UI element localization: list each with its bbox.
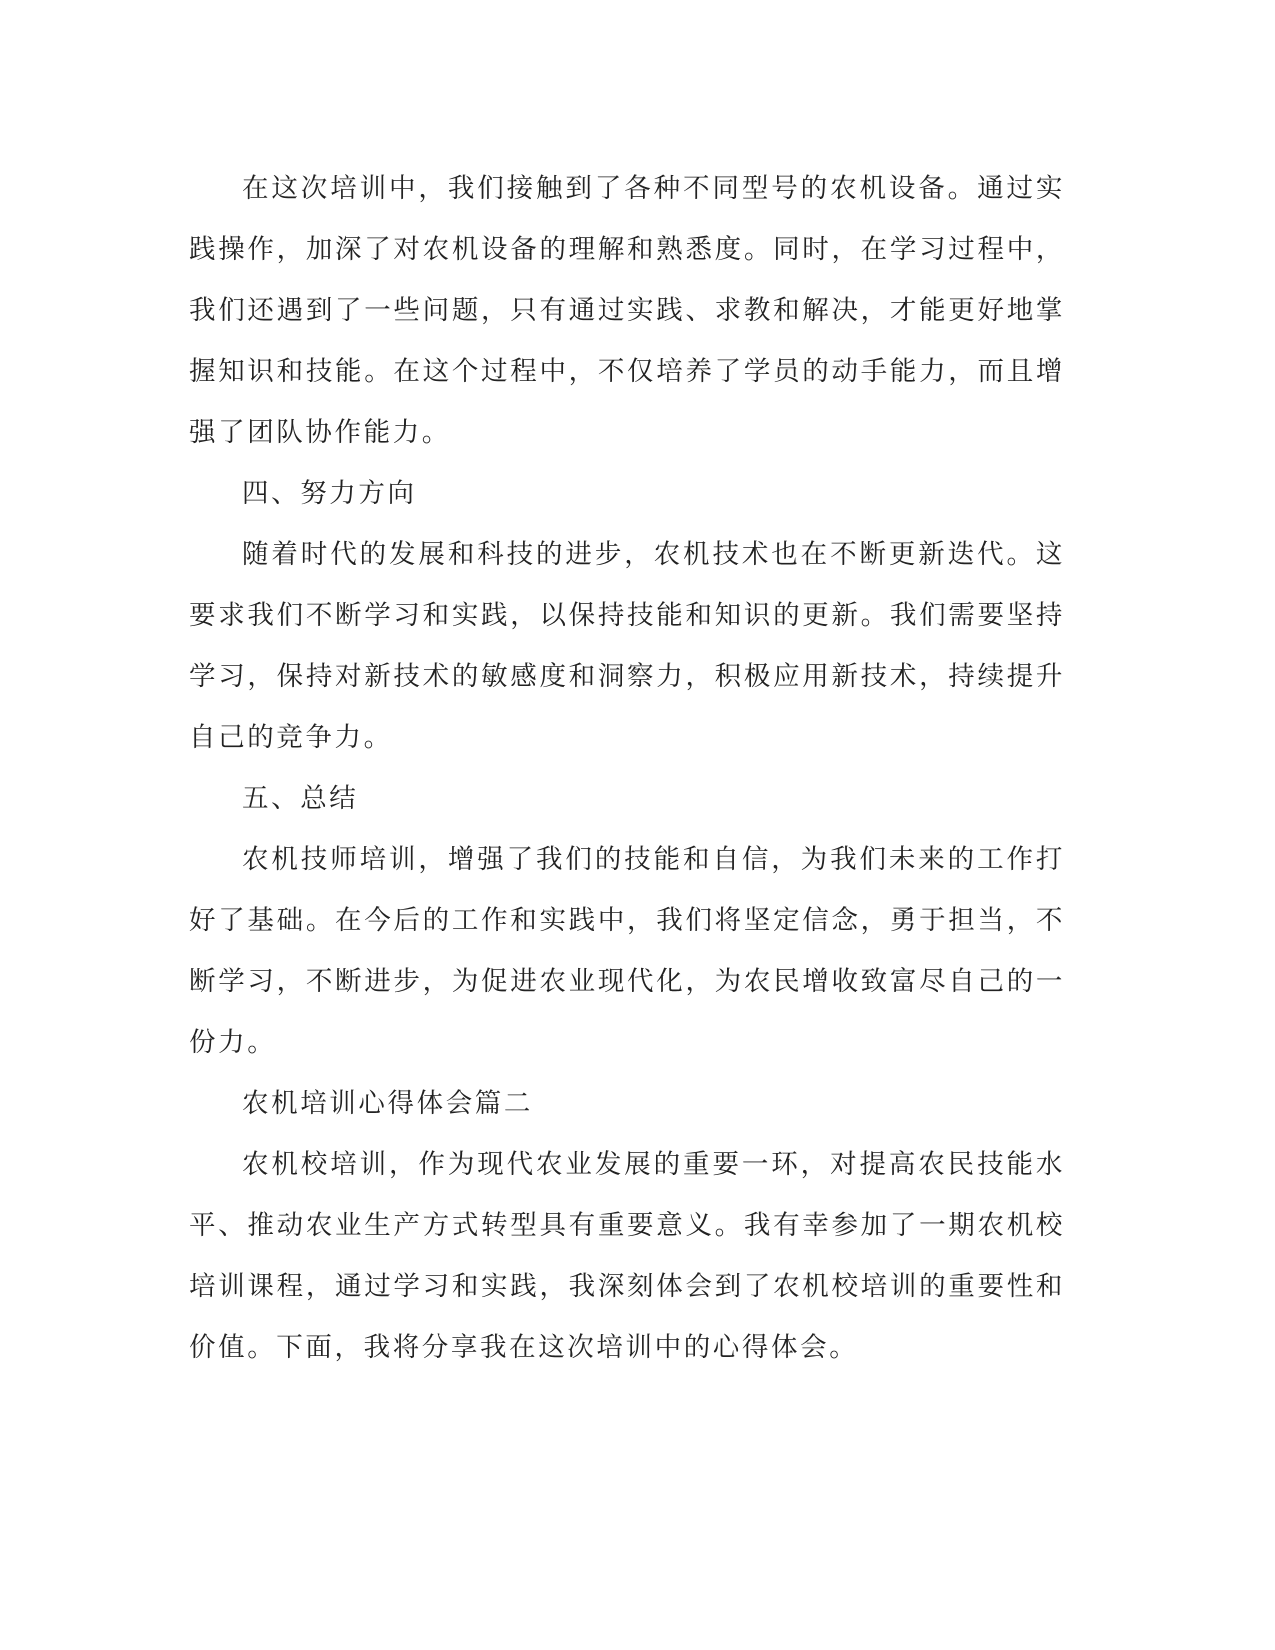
heading-part-two: 农机培训心得体会篇二: [242, 1088, 533, 1119]
paragraph-effort-direction: 随着时代的发展和科技的进步，农机技术也在不断更新迭代。这要求我们不断学习和实践，以保持技能和知识的更新。我们需要坚持学习，保持对新技术的敏感度和洞察力，积极应用新技术，持续提升自己的竞争力。: [189, 539, 1065, 753]
document-body: [189, 158, 1065, 1378]
heading-summary: 五、总结: [242, 783, 359, 814]
paragraph-training-practice: 在这次培训中，我们接触到了各种不同型号的农机设备。通过实践操作，加深了对农机设备的理解和熟悉度。同时，在学习过程中，我们还遇到了一些问题，只有通过实践、求教和解决，才能更好地掌握知识和技能。在这个过程中，不仅培养了学员的动手能力，而且增强了团队协作能力。: [189, 173, 1065, 448]
paragraph-part-two-intro: 农机校培训，作为现代农业发展的重要一环，对提高农民技能水平、推动农业生产方式转型具有重要意义。我有幸参加了一期农机校培训课程，通过学习和实践，我深刻体会到了农机校培训的重要性和价值。下面，我将分享我在这次培训中的心得体会。: [189, 1149, 1065, 1363]
paragraph-summary: 农机技师培训，增强了我们的技能和自信，为我们未来的工作打好了基础。在今后的工作和实践中，我们将坚定信念，勇于担当，不断学习，不断进步，为促进农业现代化，为农民增收致富尽自己的一份力。: [189, 844, 1065, 1058]
heading-effort-direction: 四、努力方向: [242, 478, 417, 509]
